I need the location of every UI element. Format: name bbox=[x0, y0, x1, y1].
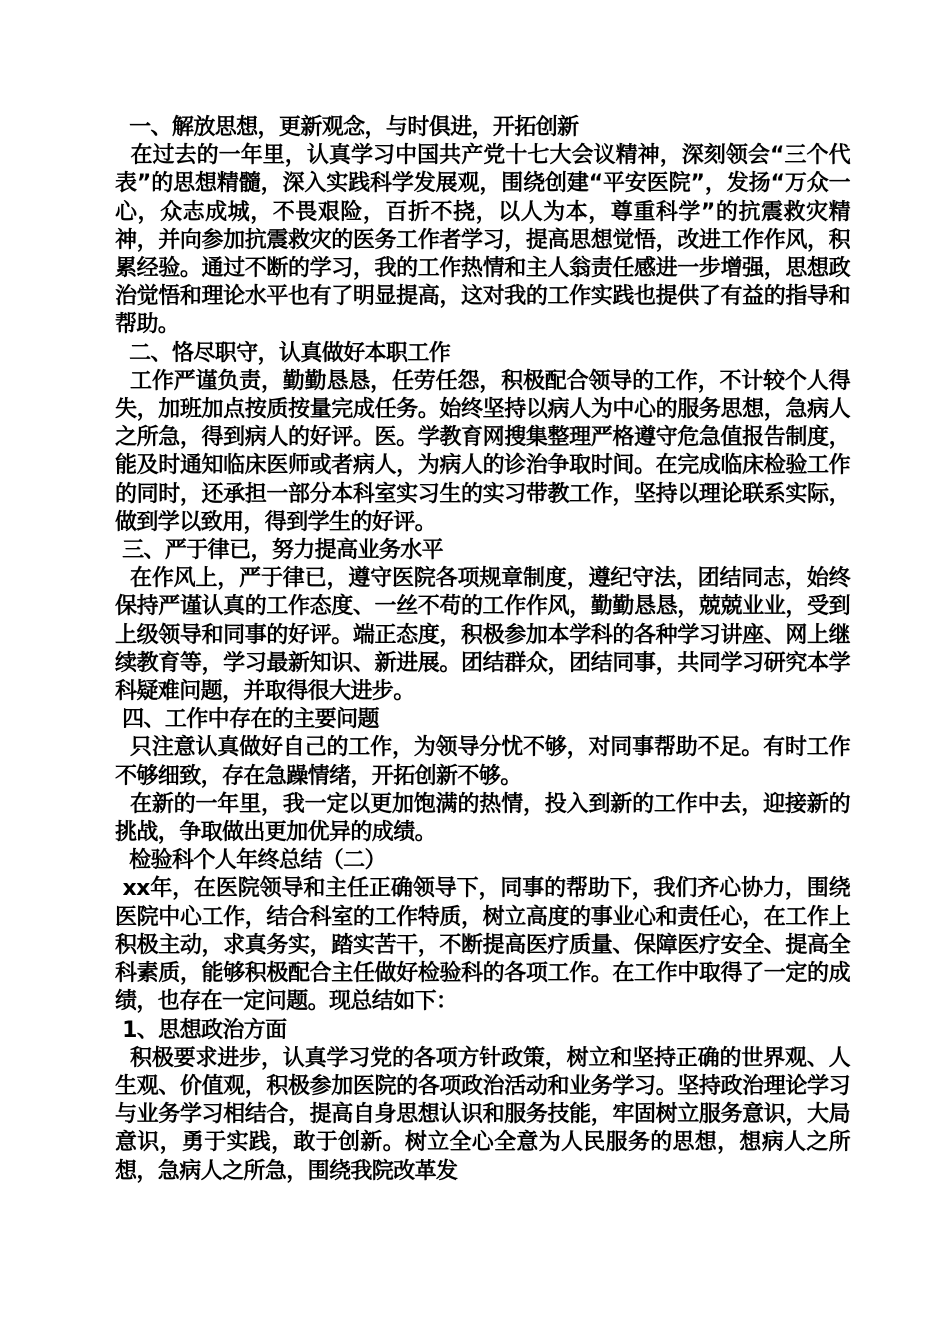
section-heading-3: 三、严于律已，努力提高业务水平 bbox=[115, 538, 444, 564]
paragraph: xx年，在医院领导和主任正确领导下，同事的帮助下，我们齐心协力，围绕医院中心工作，结合科室的工作特质，树立高度的事业心和责任心，在工作上积极主动，求真务实，踏实苦干，不断提高医疗质量、保障医疗安全、提高全科素质，能够积极配合主任做好检验科的各项工作。在工作中取得了一定的成绩，也存在一定问题。现总结如下： bbox=[115, 876, 851, 1015]
paragraph: 只注意认真做好自己的工作，为领导分忧不够，对同事帮助不足。有时工作不够细致，存在急躁情绪，开拓创新不够。 bbox=[115, 735, 850, 789]
document-subtitle: 检验科个人年终总结（二） bbox=[115, 848, 386, 874]
paragraph: 在作风上，严于律已，遵守医院各项规章制度，遵纪守法，团结同志，始终保持严谨认真的工作态度、一丝不苟的工作作风，勤勤恳恳，兢兢业业，受到上级领导和同事的好评。端正态度，积极参加本学科的各种学习讲座、网上继续教育等，学习最新知识、新进展。团结群众，团结同事，共同学习研究本学科疑难问题，并取得很大进步。 bbox=[115, 566, 850, 705]
document-body bbox=[115, 114, 850, 1186]
paragraph: 工作严谨负责，勤勤恳恳，任劳任怨，积极配合领导的工作，不计较个人得失，加班加点按质按量完成任务。始终坚持以病人为中心的服务思想，急病人之所急，得到病人的好评。医。学教育网搜集整理严格遵守危急值报告制度，能及时通知临床医师或者病人，为病人的诊治争取时间。在完成临床检验工作的同时，还承担一部分本科室实习生的实习带教工作，坚持以理论联系实际，做到学以致用，得到学生的好评。 bbox=[115, 368, 850, 535]
section-heading-2: 二、恪尽职守，认真做好本职工作 bbox=[115, 340, 451, 366]
paragraph: 在新的一年里，我一定以更加饱满的热情，投入到新的工作中去，迎接新的挑战，争取做出更加优异的成绩。 bbox=[115, 791, 850, 846]
section-heading-1: 一、解放思想，更新观念，与时俱进，开拓创新 bbox=[115, 115, 579, 140]
section-heading-4: 四、工作中存在的主要问题 bbox=[115, 707, 379, 733]
paragraph: 积极要求进步，认真学习党的各项方针政策，树立和坚持正确的世界观、人生观、价值观，积极参加医院的各项政治活动和业务学习。坚持政治理论学习与业务学习相结合，提高自身思想认识和服务技能，牢固树立服务意识，大局意识，勇于实践，敢于创新。树立全心全意为人民服务的思想，想病人之所想，急病人之所急，围绕我院改革发 bbox=[115, 1045, 850, 1184]
paragraph: 在过去的一年里，认真学习中国共产党十七大会议精神，深刻领会“三个代表”的思想精髓，深入实践科学发展观，围绕创建“平安医院”，发扬“万众一心，众志成城，不畏艰险，百折不挠，以人为本，尊重科学”的抗震救灾精神，并向参加抗震救灾的医务工作者学习，提高思想觉悟，改进工作作风，积累经验。通过不断的学习，我的工作热情和主人翁责任感进一步增强，思想政治觉悟和理论水平也有了明显提高，这对我的工作实践也提供了有益的指导和帮助。 bbox=[115, 143, 850, 338]
section-heading-5: 1、思想政治方面 bbox=[115, 1017, 287, 1043]
